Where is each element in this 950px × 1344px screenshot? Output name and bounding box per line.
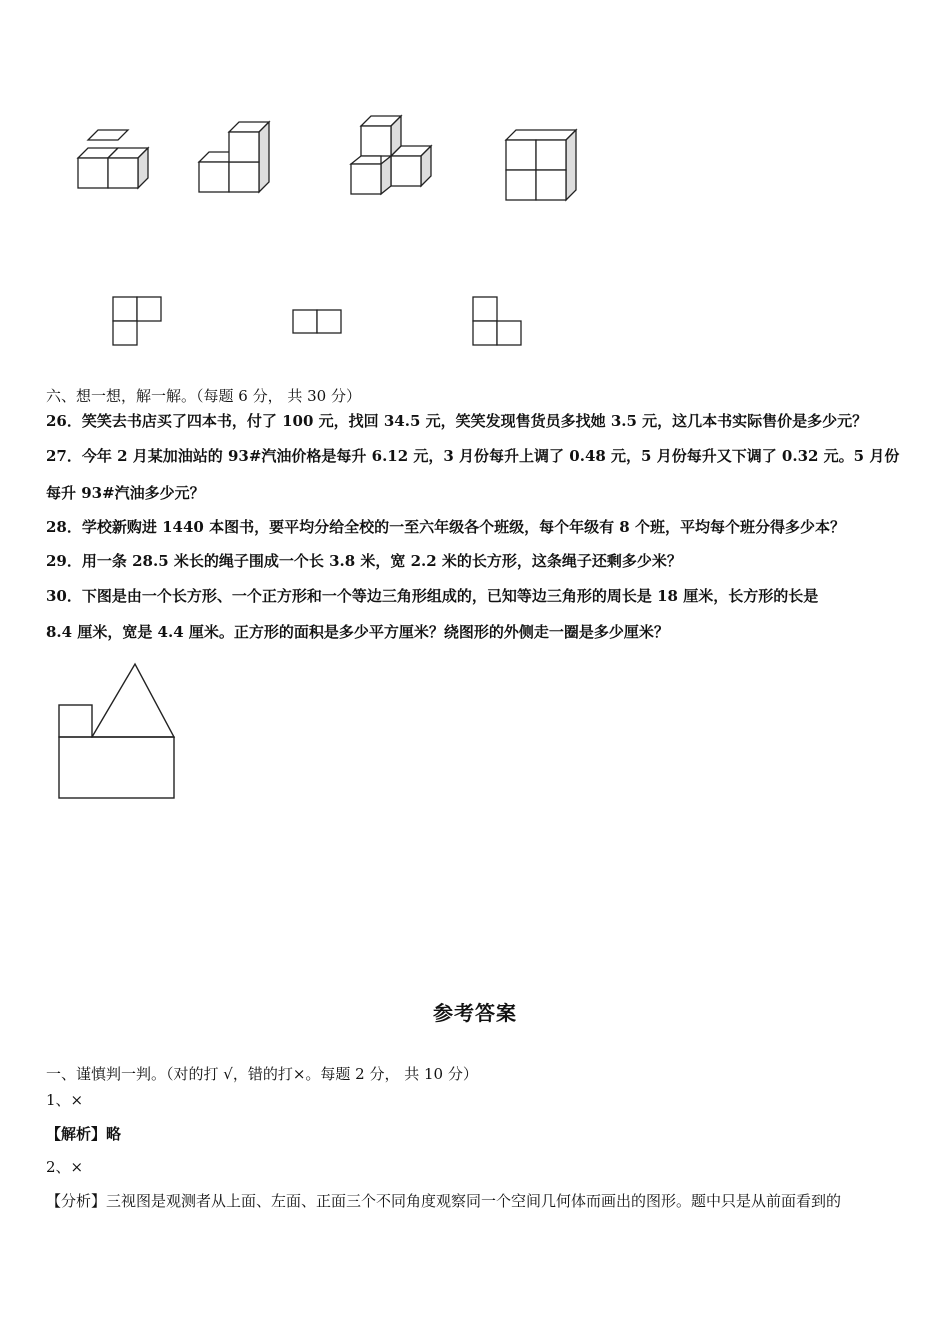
question-27-line1: 27．今年 2 月某加油站的 93#汽油价格是每升 6.12 元，3 月份每升上调了 0.48 元，5 月份每升又下调了 0.32 元。5 月份 (46, 447, 900, 465)
view-figure-3 (473, 297, 521, 345)
view-figure-1 (113, 297, 161, 345)
question-28: 28．学校新购进 1440 本图书，要平均分给全校的一至六年级各个班级，每个年级有 8 个班，平均每个班分得多少本？ (46, 518, 845, 536)
view-figure-2 (293, 310, 341, 333)
rectangle-shape (59, 737, 174, 798)
question-29: 29．用一条 28.5 米长的绳子围成一个长 3.8 米，宽 2.2 米的长方形，这条绳子还剩多少米？ (46, 552, 682, 570)
question-30-line1: 30．下图是由一个长方形、一个正方形和一个等边三角形组成的，已知等边三角形的周长是 18 厘米，长方形的长是 (46, 587, 819, 605)
cube-figure-1 (78, 130, 148, 188)
cube-figure-2 (199, 122, 269, 192)
question-30-line2: 8.4 厘米，宽是 4.4 厘米。正方形的面积是多少平方厘米？绕图形的外侧走一圈是多少厘米？ (46, 623, 669, 641)
cube-figure-4 (506, 130, 576, 200)
view-figures (0, 290, 950, 350)
answers-title: 参考答案 (433, 1001, 517, 1025)
triangle-shape (92, 664, 174, 737)
answer-1: 1、× (46, 1091, 84, 1109)
answer-2: 2、× (46, 1158, 84, 1176)
square-shape (59, 705, 92, 737)
answer-2-analysis: 【分析】三视图是观测者从上面、左面、正面三个不同角度观察同一个空间几何体而画出的图形。题中只是从前面看到的 (46, 1192, 842, 1210)
cube-figures (0, 100, 950, 220)
question-26: 26．笑笑去书店买了四本书，付了 100 元，找回 34.5 元，笑笑发现售货员多找她 3.5 元，这几本书实际售价是多少元？ (46, 412, 868, 430)
answer-1-analysis: 【解析】略 (46, 1125, 122, 1143)
cube-figure-3 (351, 116, 431, 194)
question-27-line2: 每升 93#汽油多少元？ (46, 484, 205, 502)
answers-section1-heading: 一、谨慎判一判。（对的打 √，错的打×。每题 2 分， 共 10 分） (46, 1065, 478, 1083)
section6-heading: 六、想一想，解一解。（每题 6 分， 共 30 分） (46, 387, 361, 405)
composite-shape-figure (50, 655, 190, 805)
